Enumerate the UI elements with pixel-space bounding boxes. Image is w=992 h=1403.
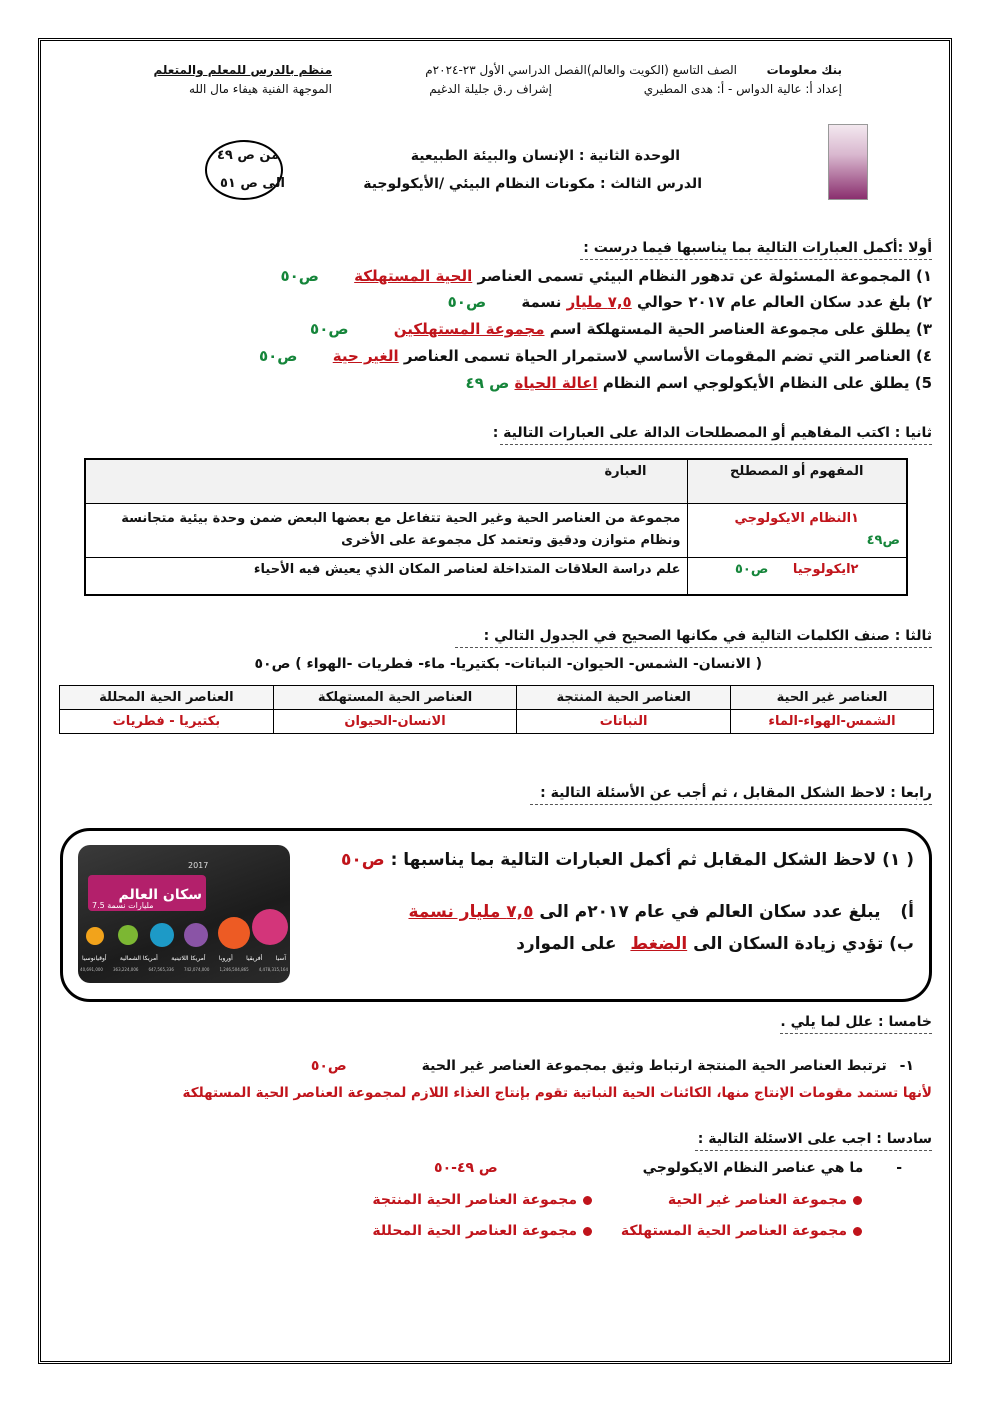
phrase-cell: علم دراسة العلاقات المتداخلة لعناصر المكان الذي يعيش فيه الأحياء bbox=[85, 557, 687, 595]
section3-words: ( الانسان- الشمس- الحيوان- النباتات- بكتيريا- ماء- فطريات -الهواء ) ص٥٠ bbox=[254, 656, 762, 672]
section2-underline bbox=[500, 444, 932, 445]
section1-underline bbox=[580, 259, 932, 260]
section6-title: سادسا : اجب على الاسئلة التالية : bbox=[697, 1131, 932, 1147]
header-producers: العناصر الحية المنتجة bbox=[517, 686, 731, 710]
s6-question: - ما هي عناصر النظام الايكولوجي ص ٤٩-٥٠ bbox=[434, 1160, 902, 1176]
lesson-title: الدرس الثالث : مكونات النظام البيئي /الأيكولوجية bbox=[363, 176, 702, 192]
bubble-africa bbox=[218, 917, 250, 949]
term-cell: ٢ايكولوجيا ص٥٠ bbox=[687, 557, 907, 595]
header-supervision: إشراف ر.ق جليلة الدغيم bbox=[429, 82, 552, 96]
bubble-oceania bbox=[86, 927, 104, 945]
bubble-asia bbox=[252, 909, 288, 945]
pages-to: الى ص ٥١ bbox=[220, 176, 285, 191]
answer-producers: النباتات bbox=[517, 710, 731, 734]
answer-consumers: الانسان-الحيوان bbox=[273, 710, 517, 734]
unit-title: الوحدة الثانية : الإنسان والبيئة الطبيعية bbox=[410, 148, 680, 164]
bullet-icon bbox=[583, 1196, 592, 1205]
section4-title: رابعا : لاحظ الشكل المقابل ، ثم أجب عن الأسئلة التالية : bbox=[540, 785, 932, 801]
section6-underline bbox=[695, 1150, 932, 1151]
s5-question: ١- ترتبط العناصر الحية المنتجة ارتباط وثيق بمجموعة العناصر غير الحية ص٥٠ bbox=[310, 1058, 914, 1074]
answer-nonliving: الشمس-الهواء-الماء bbox=[731, 710, 934, 734]
col-phrase-header: العبارة bbox=[85, 459, 687, 503]
s5-answer: لأنها تستمد مقومات الإنتاج منها، الكائنات الحية النباتية تقوم بإنتاج الغذاء اللازم لمجموعة العناصر الحية المستهلكة bbox=[182, 1085, 932, 1101]
term-cell: ١النظام الايكولوجي ص٤٩ bbox=[687, 503, 907, 557]
answer-decomposers: بكتيريا - فطريات bbox=[60, 710, 274, 734]
section2-title: ثانيا : اكتب المفاهيم أو المصطلحات الدالة على العبارات التالية : bbox=[492, 425, 932, 441]
table-row bbox=[85, 557, 907, 595]
bullet-icon bbox=[853, 1227, 862, 1236]
header-grade: الصف التاسع (الكويت والعالم)الفصل الدراسي الأول ٢٣-٢٠٢٤م bbox=[425, 63, 737, 77]
box-answer-b: ب) تؤدي زيادة السكان الى الضغط على الموارد bbox=[516, 934, 914, 954]
concepts-table bbox=[84, 458, 908, 596]
book-cover-image bbox=[828, 124, 868, 200]
bubble-north-america bbox=[118, 925, 138, 945]
s6-answer-4: مجموعة العناصر الحية المحللة bbox=[372, 1223, 592, 1239]
s1-item-2: ٢) بلغ عدد سكان العالم عام ٢٠١٧ حوالي ٧,٥ مليار نسمة ص٥٠ bbox=[447, 293, 932, 311]
header-consumers: العناصر الحية المستهلكة bbox=[273, 686, 517, 710]
header-nonliving: العناصر غير الحية bbox=[731, 686, 934, 710]
box-answer-a: أ) يبلغ عدد سكان العالم في عام ٢٠١٧م الى ٧,٥ مليار نسمة bbox=[408, 902, 914, 922]
pages-from: من ص ٤٩ bbox=[217, 148, 280, 163]
bubble-europe bbox=[184, 923, 208, 947]
bullet-icon bbox=[583, 1227, 592, 1236]
s6-answer-1: مجموعة العناصر غير الحية bbox=[668, 1192, 862, 1208]
world-population-image: سكان العالم 2017 7.5 مليارات نسمة آسيا أفريقيا أوروبا أمريكا اللاتينية أمريكا الشمالية أوقيانوسيا 4,478,315,164 1,246,504,865 742,074,000 647,565,336 363,224,006 40,691,000 bbox=[78, 845, 290, 983]
s1-item-1: ١) المجموعة المسئولة عن تدهور النظام البيئي تسمى العناصر الحية المستهلكة ص٥٠ bbox=[280, 267, 932, 285]
bullet-icon bbox=[853, 1196, 862, 1205]
phrase-cell: مجموعة من العناصر الحية وغير الحية تتفاعل مع بعضها البعض ضمن وحدة بيئية متجانسة ونظام متوازن ودقيق وتعتمد كل مجموعة على الأخرى bbox=[85, 503, 687, 557]
section5-title: خامسا : علل لما يلي . bbox=[780, 1014, 932, 1030]
s1-item-3: ٣) يطلق على مجموعة العناصر الحية المستهلكة اسم مجموعة المستهلكين ص٥٠ bbox=[310, 320, 932, 338]
s6-answer-3: مجموعة العناصر الحية المستهلكة bbox=[621, 1223, 862, 1239]
header-decomposers: العناصر الحية المحللة bbox=[60, 686, 274, 710]
s1-item-5: 5) يطلق على النظام الأيكولوجي اسم النظام اعالة الحياة ص ٤٩ bbox=[465, 374, 932, 392]
box-question: ( ١) لاحظ الشكل المقابل ثم أكمل العبارات التالية بما يناسبها : ص٥٠ bbox=[341, 850, 914, 870]
section4-underline bbox=[530, 804, 932, 805]
section5-underline bbox=[780, 1033, 932, 1034]
s6-answer-2: مجموعة العناصر الحية المنتجة bbox=[372, 1192, 592, 1208]
section3-underline bbox=[455, 647, 932, 648]
header-prepared: إعداد أ: عالية الدواس - أ: هدى المطيري bbox=[643, 82, 842, 96]
section1-title: أولا :أكمل العبارات التالية بما يناسبها فيما درست : bbox=[583, 240, 932, 256]
s1-item-4: ٤) العناصر التي تضم المقومات الأساسي لاستمرار الحياة تسمى العناصر الغير حية ص٥٠ bbox=[258, 347, 932, 365]
header-bank: بنك معلومات bbox=[766, 63, 842, 77]
header-technical: الموجهة الفنية هيفاء مال الله bbox=[188, 82, 332, 96]
section3-title: ثالثا : صنف الكلمات التالية في مكانها الصحيح في الجدول التالي : bbox=[483, 628, 932, 644]
header-organizer: منظم بالدرس للمعلم والمتعلم bbox=[153, 63, 332, 77]
col-term-header: المفهوم أو المصطلح bbox=[687, 459, 907, 503]
table-row bbox=[85, 503, 907, 557]
classification-table bbox=[59, 685, 934, 734]
bubble-latin-america bbox=[150, 923, 174, 947]
